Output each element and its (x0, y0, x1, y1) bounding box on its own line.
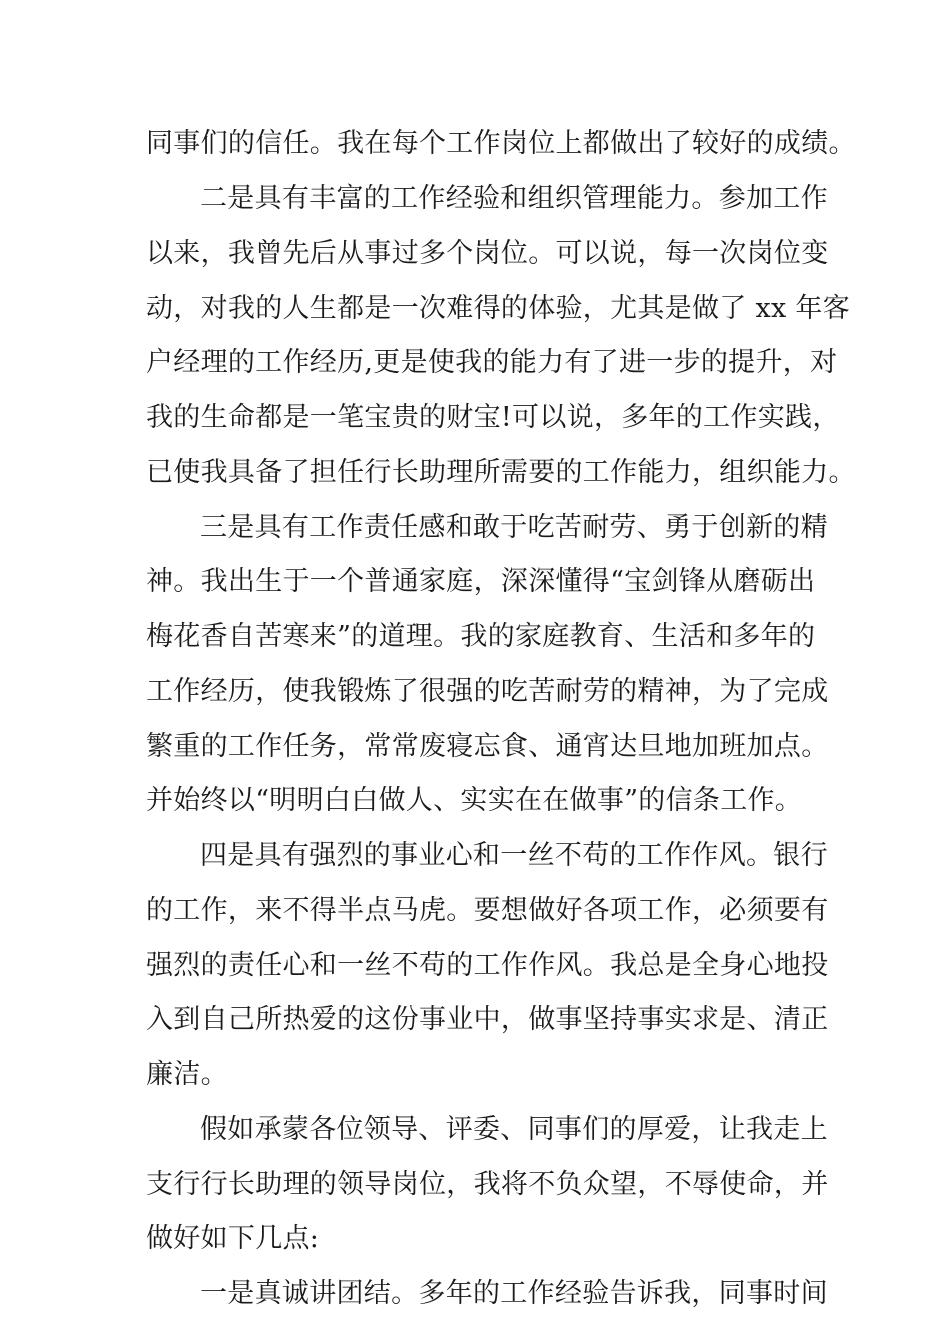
text-line: 繁重的工作任务，常常废寝忘食、通宵达旦地加班加点。 (146, 731, 829, 762)
text-line: 动，对我的人生都是一次难得的体验，尤其是做了 xx 年客 (146, 293, 851, 324)
text-line: 工作经历，使我锻炼了很强的吃苦耐劳的精神，为了完成 (146, 676, 829, 707)
text-line: 的工作，来不得半点马虎。要想做好各项工作，必须要有 (146, 895, 829, 926)
text-line: 以来，我曾先后从事过多个岗位。可以说，每一次岗位变 (146, 238, 829, 269)
paragraph-start-line: 四是具有强烈的事业心和一丝不苟的工作作风。银行 (200, 840, 828, 871)
text-line: 入到自己所热爱的这份事业中，做事坚持事实求是、清正 (146, 1004, 829, 1035)
text-line: 做好如下几点: (146, 1223, 320, 1254)
paragraph-start-line: 假如承蒙各位领导、评委、同事们的厚爱，让我走上 (200, 1114, 828, 1145)
text-line: 户经理的工作经历,更是使我的能力有了进一步的提升，对 (146, 347, 838, 378)
text-line: 支行行长助理的领导岗位，我将不负众望，不辱使命，并 (146, 1169, 829, 1200)
text-line: 强烈的责任心和一丝不苟的工作作风。我总是全身心地投 (146, 950, 829, 981)
paragraph-start-line: 二是具有丰富的工作经验和组织管理能力。参加工作 (200, 183, 828, 214)
paragraph-start-line: 三是具有工作责任感和敢于吃苦耐劳、勇于创新的精 (200, 512, 828, 543)
text-line: 已使我具备了担任行长助理所需要的工作能力，组织能力。 (146, 457, 856, 488)
paragraph-start-line: 一是真诚讲团结。多年的工作经验告诉我，同事时间 (200, 1278, 828, 1309)
text-line: 廉洁。 (146, 1059, 228, 1090)
text-line: 神。我出生于一个普通家庭，深深懂得“宝剑锋从磨砺出 (146, 566, 816, 597)
text-line: 梅花香自苦寒来”的道理。我的家庭教育、生活和多年的 (146, 621, 816, 652)
text-line: 并始终以“明明白白做人、实实在在做事”的信条工作。 (146, 785, 803, 816)
text-line: 我的生命都是一笔宝贵的财宝!可以说，多年的工作实践， (146, 402, 840, 433)
text-line: 同事们的信任。我在每个工作岗位上都做出了较好的成绩。 (146, 128, 856, 159)
